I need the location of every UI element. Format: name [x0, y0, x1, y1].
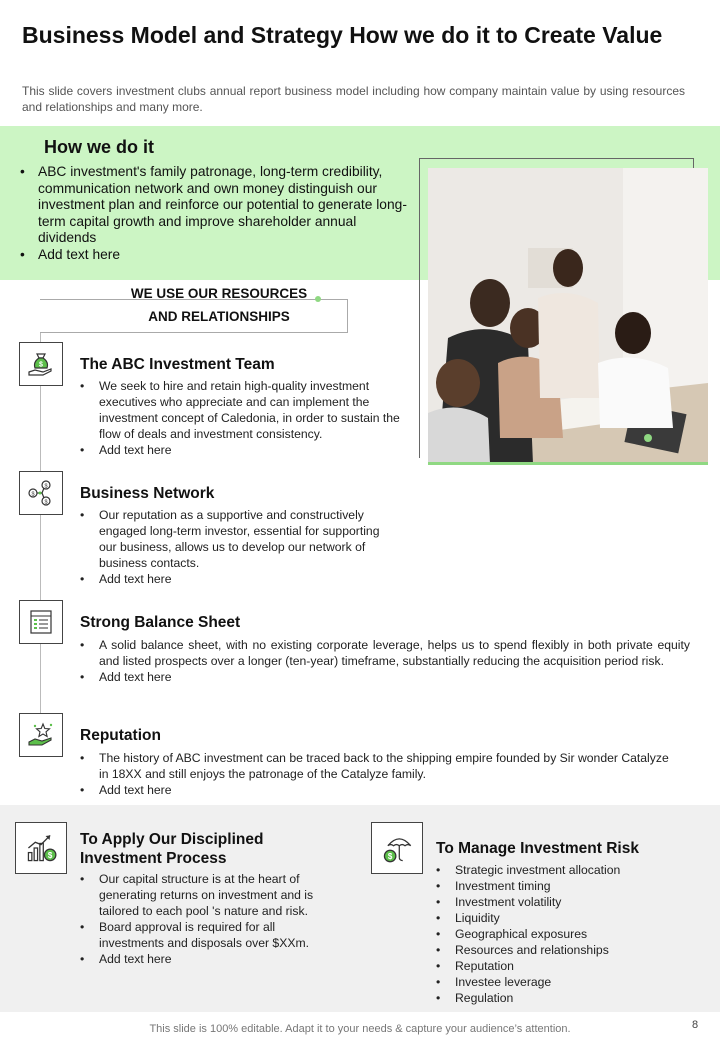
list-item: • Board approval is required for all investments and disposals over $XXm. [80, 919, 342, 951]
section-icon-box [19, 713, 63, 757]
list-item: • Add text here [80, 782, 680, 798]
page-subtitle: This slide covers investment clubs annual report business model including how company maintain value by using resources and relationships and many more. [22, 84, 685, 114]
section-list-reputation [80, 750, 680, 798]
list-item: • Liquidity [436, 910, 620, 926]
list-item: • The history of ABC investment can be traced back to the shipping empire founded by Sir wonder Catalyze in 18XX and still enjoys the patronage of the Catalyze family. [80, 750, 680, 782]
section-title-balance-sheet: Strong Balance Sheet [80, 614, 241, 631]
process-icon-box [15, 822, 67, 874]
risk-list [436, 862, 620, 1006]
list-item: • ABC investment's family patronage, long-term credibility, communication network and own money distinguish our investment plan and reinforce our potential to generate long-term capital growth and improve shareholder annual dividends [20, 164, 415, 247]
list-item: • Regulation [436, 990, 620, 1006]
section-list-balance-sheet [80, 637, 690, 685]
list-item: • Resources and relationships [436, 942, 620, 958]
section-icon-box [19, 471, 63, 515]
list-item: • Strategic investment allocation [436, 862, 620, 878]
page-number: 8 [692, 1019, 699, 1031]
section-icon-box [19, 342, 63, 386]
list-item: • Geographical exposures [436, 926, 620, 942]
list-item: • Add text here [80, 951, 342, 967]
umbrella-coin-icon [381, 832, 413, 864]
section-title-business-network: Business Network [80, 485, 215, 502]
section-title-abc-team: The ABC Investment Team [80, 356, 275, 373]
risk-icon-box [371, 822, 423, 874]
svg-text:$: $ [44, 499, 48, 506]
balance-sheet-icon [27, 608, 55, 636]
team-meeting-photo [428, 168, 708, 464]
page-title: Business Model and Strategy How we do it to Create Value [22, 22, 663, 48]
photo-accent-bar [428, 462, 708, 465]
resources-heading-line2: AND RELATIONSHIPS [148, 309, 290, 324]
list-item: • Our reputation as a supportive and constructively engaged long-term investor, essential for supporting our business, allows us to develop our network of business contacts. [80, 507, 392, 571]
star-hand-icon [27, 721, 55, 749]
section-list-abc-team [80, 378, 405, 458]
list-item: • Investment timing [436, 878, 620, 894]
list-item: • Add text here [80, 669, 690, 685]
resources-heading [92, 282, 346, 328]
list-item: • Investee leverage [436, 974, 620, 990]
how-we-do-it-title: How we do it [44, 137, 154, 157]
list-item: • A solid balance sheet, with no existing corporate leverage, helps us to spend flexibly in both private equity and listed prospects over a longer (ten-year) timeframe, substantially reducing the acquisition period risk. [80, 637, 690, 669]
section-list-business-network [80, 507, 392, 587]
svg-text:$: $ [44, 483, 48, 490]
process-list [80, 871, 342, 967]
network-coins-icon [27, 479, 55, 507]
footer-note: This slide is 100% editable. Adapt it to your needs & capture your audience’s attention. [149, 1023, 571, 1035]
process-title [80, 830, 263, 868]
timeline-line [40, 333, 41, 713]
growth-chart-coin-icon [25, 832, 57, 864]
section-title-reputation: Reputation [80, 727, 161, 744]
how-we-do-it-list [20, 164, 415, 263]
risk-title: To Manage Investment Risk [436, 840, 639, 857]
list-item: • Add text here [20, 247, 415, 264]
svg-text:$: $ [39, 361, 43, 369]
svg-text:$: $ [47, 850, 53, 860]
svg-text:$: $ [31, 491, 35, 498]
svg-text:$: $ [387, 851, 393, 861]
process-title-line2: Investment Process [80, 850, 227, 867]
list-item: • Our capital structure is at the heart of generating returns on investment and is tailored to each pool 's nature and risk. [80, 871, 342, 919]
list-item: • We seek to hire and retain high-quality investment executives who appreciate and can implement the investment concept of Caledonia, in order to sustain the flow of deals and investment consistency. [80, 378, 405, 442]
list-item: • Reputation [436, 958, 620, 974]
money-bag-hand-icon [27, 350, 55, 378]
section-icon-box [19, 600, 63, 644]
list-item: • Add text here [80, 571, 392, 587]
list-item: • Add text here [80, 442, 405, 458]
resources-heading-line1: WE USE OUR RESOURCES [130, 286, 308, 301]
process-title-line1: To Apply Our Disciplined [80, 831, 264, 848]
list-item: • Investment volatility [436, 894, 620, 910]
